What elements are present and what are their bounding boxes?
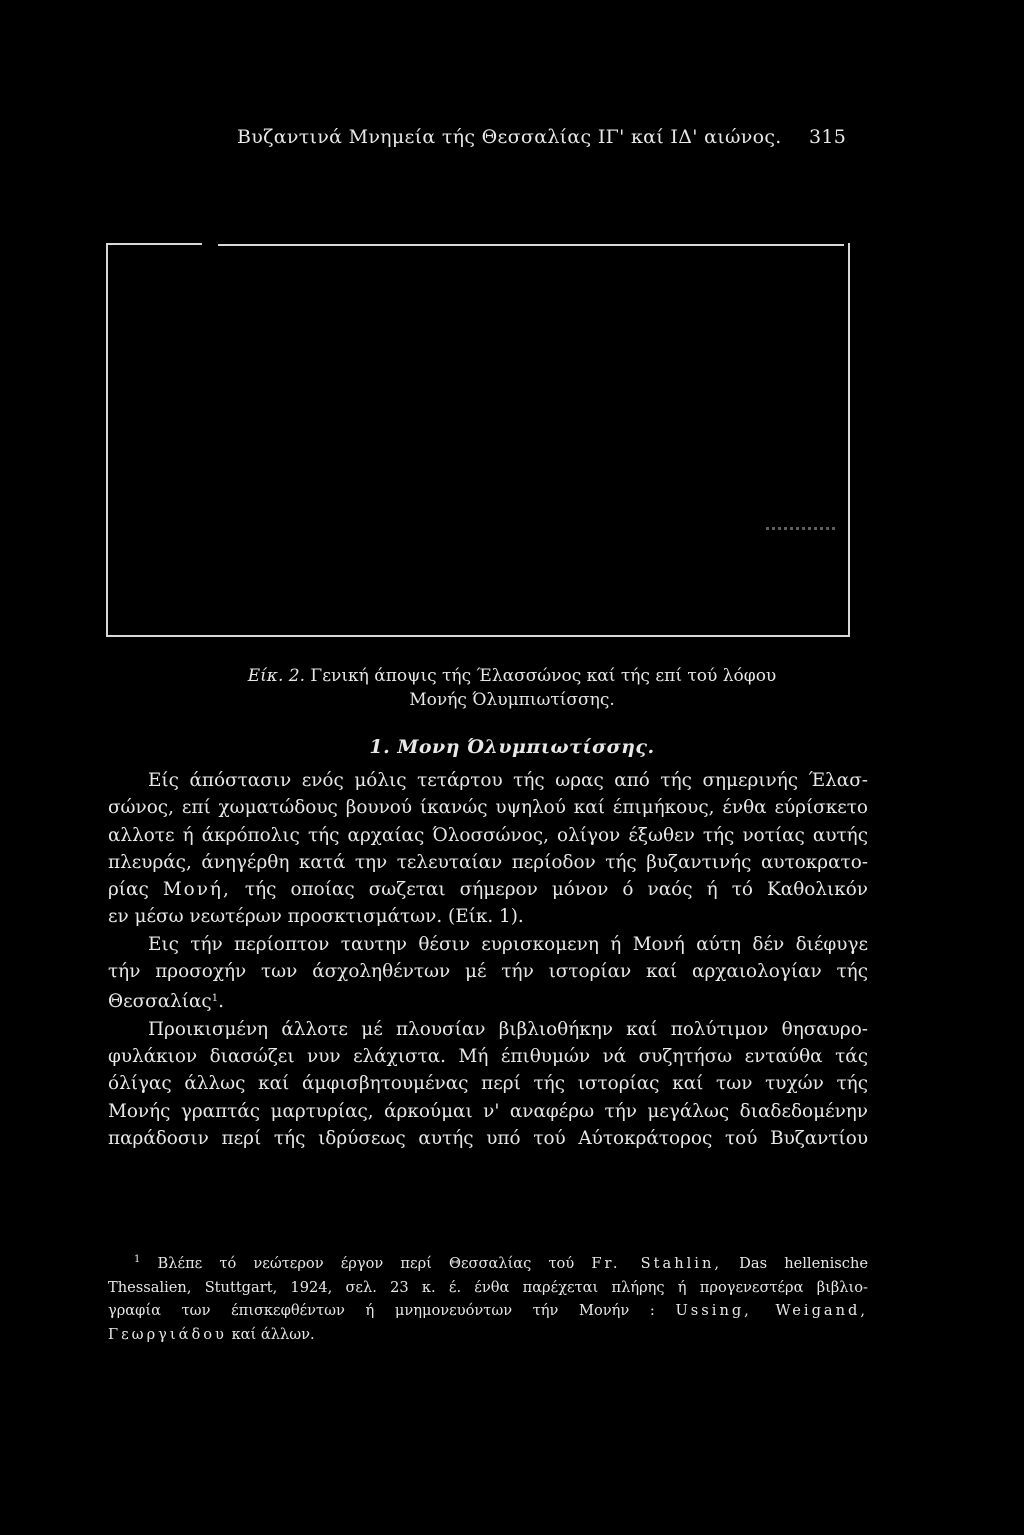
figure-top-edge bbox=[106, 243, 202, 245]
body-line: Είς άπόστασιν ενός μόλις τετάρτου τής ωρας από τής σημερινής Έλασ- bbox=[148, 770, 868, 791]
monastery-name: Μονή, bbox=[162, 879, 231, 901]
body-line: φυλάκιον διασώζει νυν ελάχιστα. Μή έπιθυμών νά συζητήσω ενταύθα τάς bbox=[108, 1045, 868, 1067]
figure-caption bbox=[0, 664, 1024, 688]
body-word: ρίας bbox=[108, 879, 149, 901]
caption-text-line2: Μονής Όλυμπιωτίσσης. bbox=[409, 690, 615, 710]
body-line: σώνος, επί χωματώδους βουνού ίκανώς υψηλού καί έπιμήκους, ένθα εύρίσκετο bbox=[108, 797, 868, 819]
body-line: τήν προσοχήν των άσχοληθέντων μέ τήν ιστορίαν καί αρχαιολογίαν τής bbox=[108, 961, 868, 983]
body-text bbox=[108, 767, 868, 1152]
body-word: Θεσσαλίας bbox=[108, 991, 212, 1013]
body-line: όλίγας άλλως καί άμφισβητουμένας περί τής ιστορίας καί των τυχών τής bbox=[108, 1073, 868, 1095]
figure-label: Είκ. 2. bbox=[247, 666, 305, 686]
footnote-author: Γεωργιάδου bbox=[108, 1325, 227, 1343]
footnote-text: Βλέπε τό νεώτερον έργον περί Θεσσαλίας τού bbox=[157, 1255, 575, 1272]
section-title: 1. Μονη Όλυμπιωτίσσης. bbox=[369, 736, 655, 758]
footnote-ref: 1 bbox=[211, 993, 219, 1005]
figure-top-edge bbox=[218, 244, 844, 246]
body-line: εν μέσω νεωτέρων προσκτισμάτων. (Είκ. 1). bbox=[108, 906, 524, 928]
body-line: Μονής γραπτάς μαρτυρίας, άρκούμαι ν' αναφέρω τήν μεγάλως διαδεδομένην bbox=[108, 1100, 868, 1122]
body-line: πλευράς, άνηγέρθη κατά την τελευταίαν περίοδον τής βυζαντινής αυτοκρατο- bbox=[108, 851, 868, 873]
body-fragment: τής οποίας σωζεται σήμερον μόνον ό ναός ή τό Καθολικόν bbox=[244, 879, 868, 901]
footnote-line bbox=[108, 1323, 868, 1347]
footnote-line bbox=[108, 1248, 868, 1276]
figure-photo bbox=[106, 243, 850, 641]
footnote-author: Fr. Stahlin, bbox=[591, 1255, 723, 1272]
footnote-author: Ussing, Weigand, bbox=[675, 1302, 869, 1320]
footnote-text: Das hellenische bbox=[739, 1255, 868, 1272]
body-line: παράδοσιν περί τής ιδρύσεως αυτής υπό τού Αύτοκράτορος τού Βυζαντίου bbox=[108, 1127, 868, 1149]
figure-frame bbox=[106, 243, 850, 637]
footnote-marker: 1 bbox=[134, 1254, 141, 1265]
footnotes bbox=[108, 1248, 868, 1346]
body-line: Εις τήν περίοπτον ταυτην θέσιν ευρισκομενη ή Μονή αύτη δέν διέφυγε bbox=[148, 933, 868, 955]
running-title: Βυζαντινά Μνημεία τής Θεσσαλίας ΙΓ' καί ΙΔ' αιώνος. bbox=[237, 126, 782, 148]
body-line: αλλοτε ή άκρόπολις τής αρχαίας Όλοσσώνος, ολίγον έξωθεν τής νοτίας αυτής bbox=[108, 824, 868, 846]
footnote-line: Thessalien, Stuttgart, 1924, σελ. 23 κ. έ. ένθα παρέχεται πλήρης ή προγενεστέρα βιβλιο- bbox=[108, 1278, 868, 1296]
footnote-line bbox=[108, 1299, 868, 1323]
figure-caption-continued bbox=[0, 688, 1024, 712]
page-number: 315 bbox=[809, 126, 847, 148]
figure-artifact bbox=[766, 527, 836, 530]
body-line: Θεσσαλίας$^1$. bbox=[108, 991, 224, 1013]
body-line bbox=[108, 876, 868, 903]
caption-text-line1: Γενική άποψις τής Έλασσώνος καί τής επί τού λόφου bbox=[310, 666, 777, 686]
page-header bbox=[0, 120, 1024, 154]
body-line: Προικισμένη άλλοτε μέ πλουσίαν βιβλιοθήκην καί πολύτιμον θησαυρο- bbox=[148, 1018, 868, 1040]
footnote-text: καί άλλων. bbox=[231, 1325, 315, 1343]
footnote-text: γραφία των έπισκεφθέντων ή μνημονευόντων τήν Μονήν : bbox=[108, 1302, 655, 1320]
